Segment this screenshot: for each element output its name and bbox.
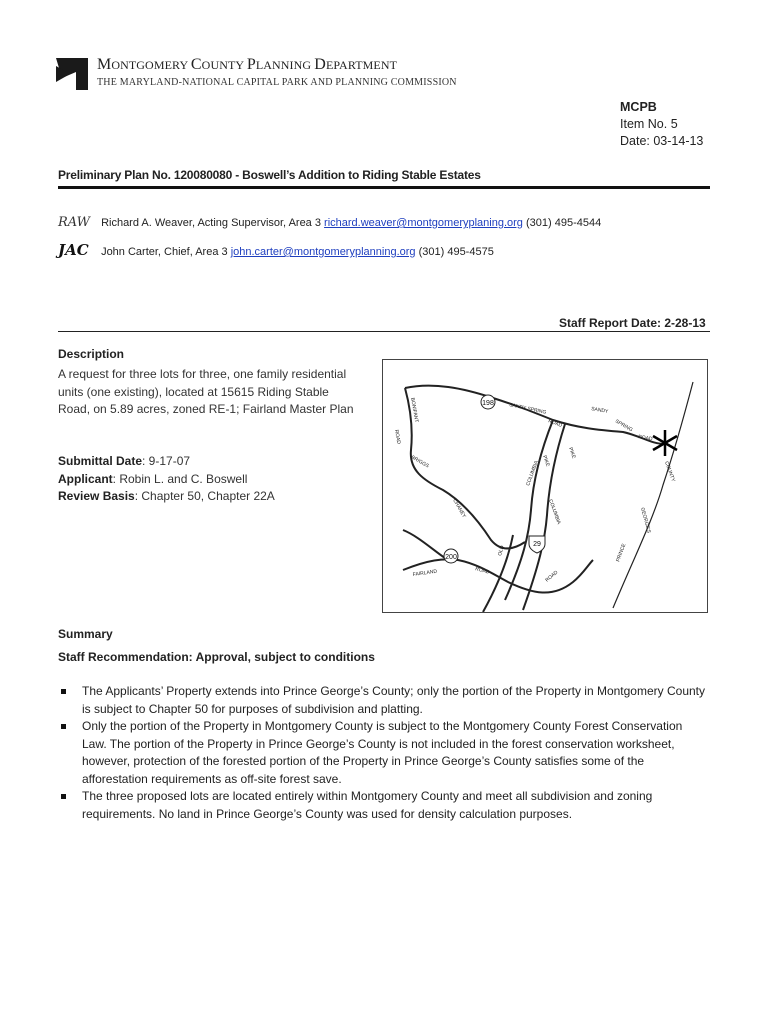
svg-text:29: 29 [533,541,541,548]
description-text: A request for three lots for three, one family residential units (one existing), located at 15615 Riding Stable Road, on 5.89 acres, zoned RE-1; Fairland Master Plan [58,367,354,416]
map-label: ROAD [474,566,490,576]
route-200-shield [444,549,458,563]
map-label: SANDY SPRING [508,402,547,416]
svg-text:198: 198 [482,400,494,407]
map-label: COLUMBIA [547,498,562,526]
staff-contact-carter [58,241,494,259]
map-label: CHANEY [451,498,467,520]
phone-number: (301) 495-4544 [525,217,602,229]
report-divider [58,331,710,332]
email-link[interactable]: john.carter@montgomeryplanning.org [230,246,416,258]
bullet-icon [61,689,66,694]
staff-contact-weaver [58,215,601,230]
staff-report-date: Staff Report Date: 2-28-13 [559,316,706,330]
summary-heading: Summary [58,627,113,641]
summary-bullets [58,683,708,823]
map-label: BONIFANT [409,397,420,423]
staff-recommendation: Staff Recommendation: Approval, subject to conditions [58,650,375,664]
email-link[interactable]: richard.weaver@montgomeryplaning.org [324,217,523,229]
plan-title: Preliminary Plan No. 120080080 - Boswell’s Addition to Riding Stable Estates [58,168,481,182]
map-label: ROAD [544,569,560,584]
vicinity-map [382,359,708,613]
submittal-date: Submittal Date: 9-17-07 [58,454,191,468]
staff-name: John Carter, Chief, Area 3 [101,246,228,258]
review-basis: Review Basis: Chapter 50, Chapter 22A [58,489,275,503]
meeting-date: Date: 03-14-13 [620,134,704,148]
title-divider [58,186,710,189]
description-heading: Description [58,347,125,361]
map-label: SANDY [590,406,609,415]
board-label: MCPB [620,100,657,114]
vicinity-map-drawing [383,360,707,612]
map-label: BRIGGS [410,454,430,470]
mncppc-logo-icon [56,58,88,90]
map-label: COUNTY [663,460,676,483]
signature-initials: RAW [58,215,91,230]
map-label: FAIRLAND [412,568,438,578]
map-label: PIKE [541,454,551,468]
map-label: ROAD [547,418,563,429]
staff-name: Richard A. Weaver, Acting Supervisor, Area 3 [101,217,321,229]
applicant: Applicant: Robin L. and C. Boswell [58,471,248,486]
bullet-icon [61,724,66,729]
bullet-icon [61,794,66,799]
map-label: ROAD [393,429,402,445]
map-label: GEORGE'S [639,506,652,534]
map-label: ROAD [637,434,653,443]
phone-number: (301) 495-4575 [418,246,494,258]
list-item: The Applicants’ Property extends into Prince George’s County; only the portion of the Property in Montgomery County is subject to Chapter 50 for purposes of subdivision and platting. [58,683,708,718]
signature-initials: JAC [58,241,89,259]
department-name: MONTGOMERY COUNTY PLANNING DEPARTMENT [97,56,398,73]
map-label: PIKE [567,446,577,460]
route-29-shield [529,536,545,553]
meeting-info [620,99,703,150]
map-label: PRINCE [615,542,628,563]
list-item: Only the portion of the Property in Montgomery County is subject to the Montgomery County Forest Conservation Law. The portion of the Property in Prince George’s County is not included in the forest conservation worksheet, however, protection of the forested portion of the Property in Prince George’s County satisfies some of the afforestation requirements as off-site forest save. [58,718,708,788]
commission-name: THE MARYLAND-NATIONAL CAPITAL PARK AND PLANNING COMMISSION [97,77,457,88]
map-label: SPRING [614,418,634,434]
map-label: OLD [497,545,506,557]
map-label: COLUMBIA [525,460,540,487]
item-number: Item No. 5 [620,117,678,131]
route-198-shield [481,395,495,409]
application-details [58,453,275,506]
svg-text:200: 200 [445,554,457,561]
list-item: The three proposed lots are located entirely within Montgomery County and meet all subdivision and zoning requirements. No land in Prince George’s County was used for density calculation purposes. [58,788,708,823]
